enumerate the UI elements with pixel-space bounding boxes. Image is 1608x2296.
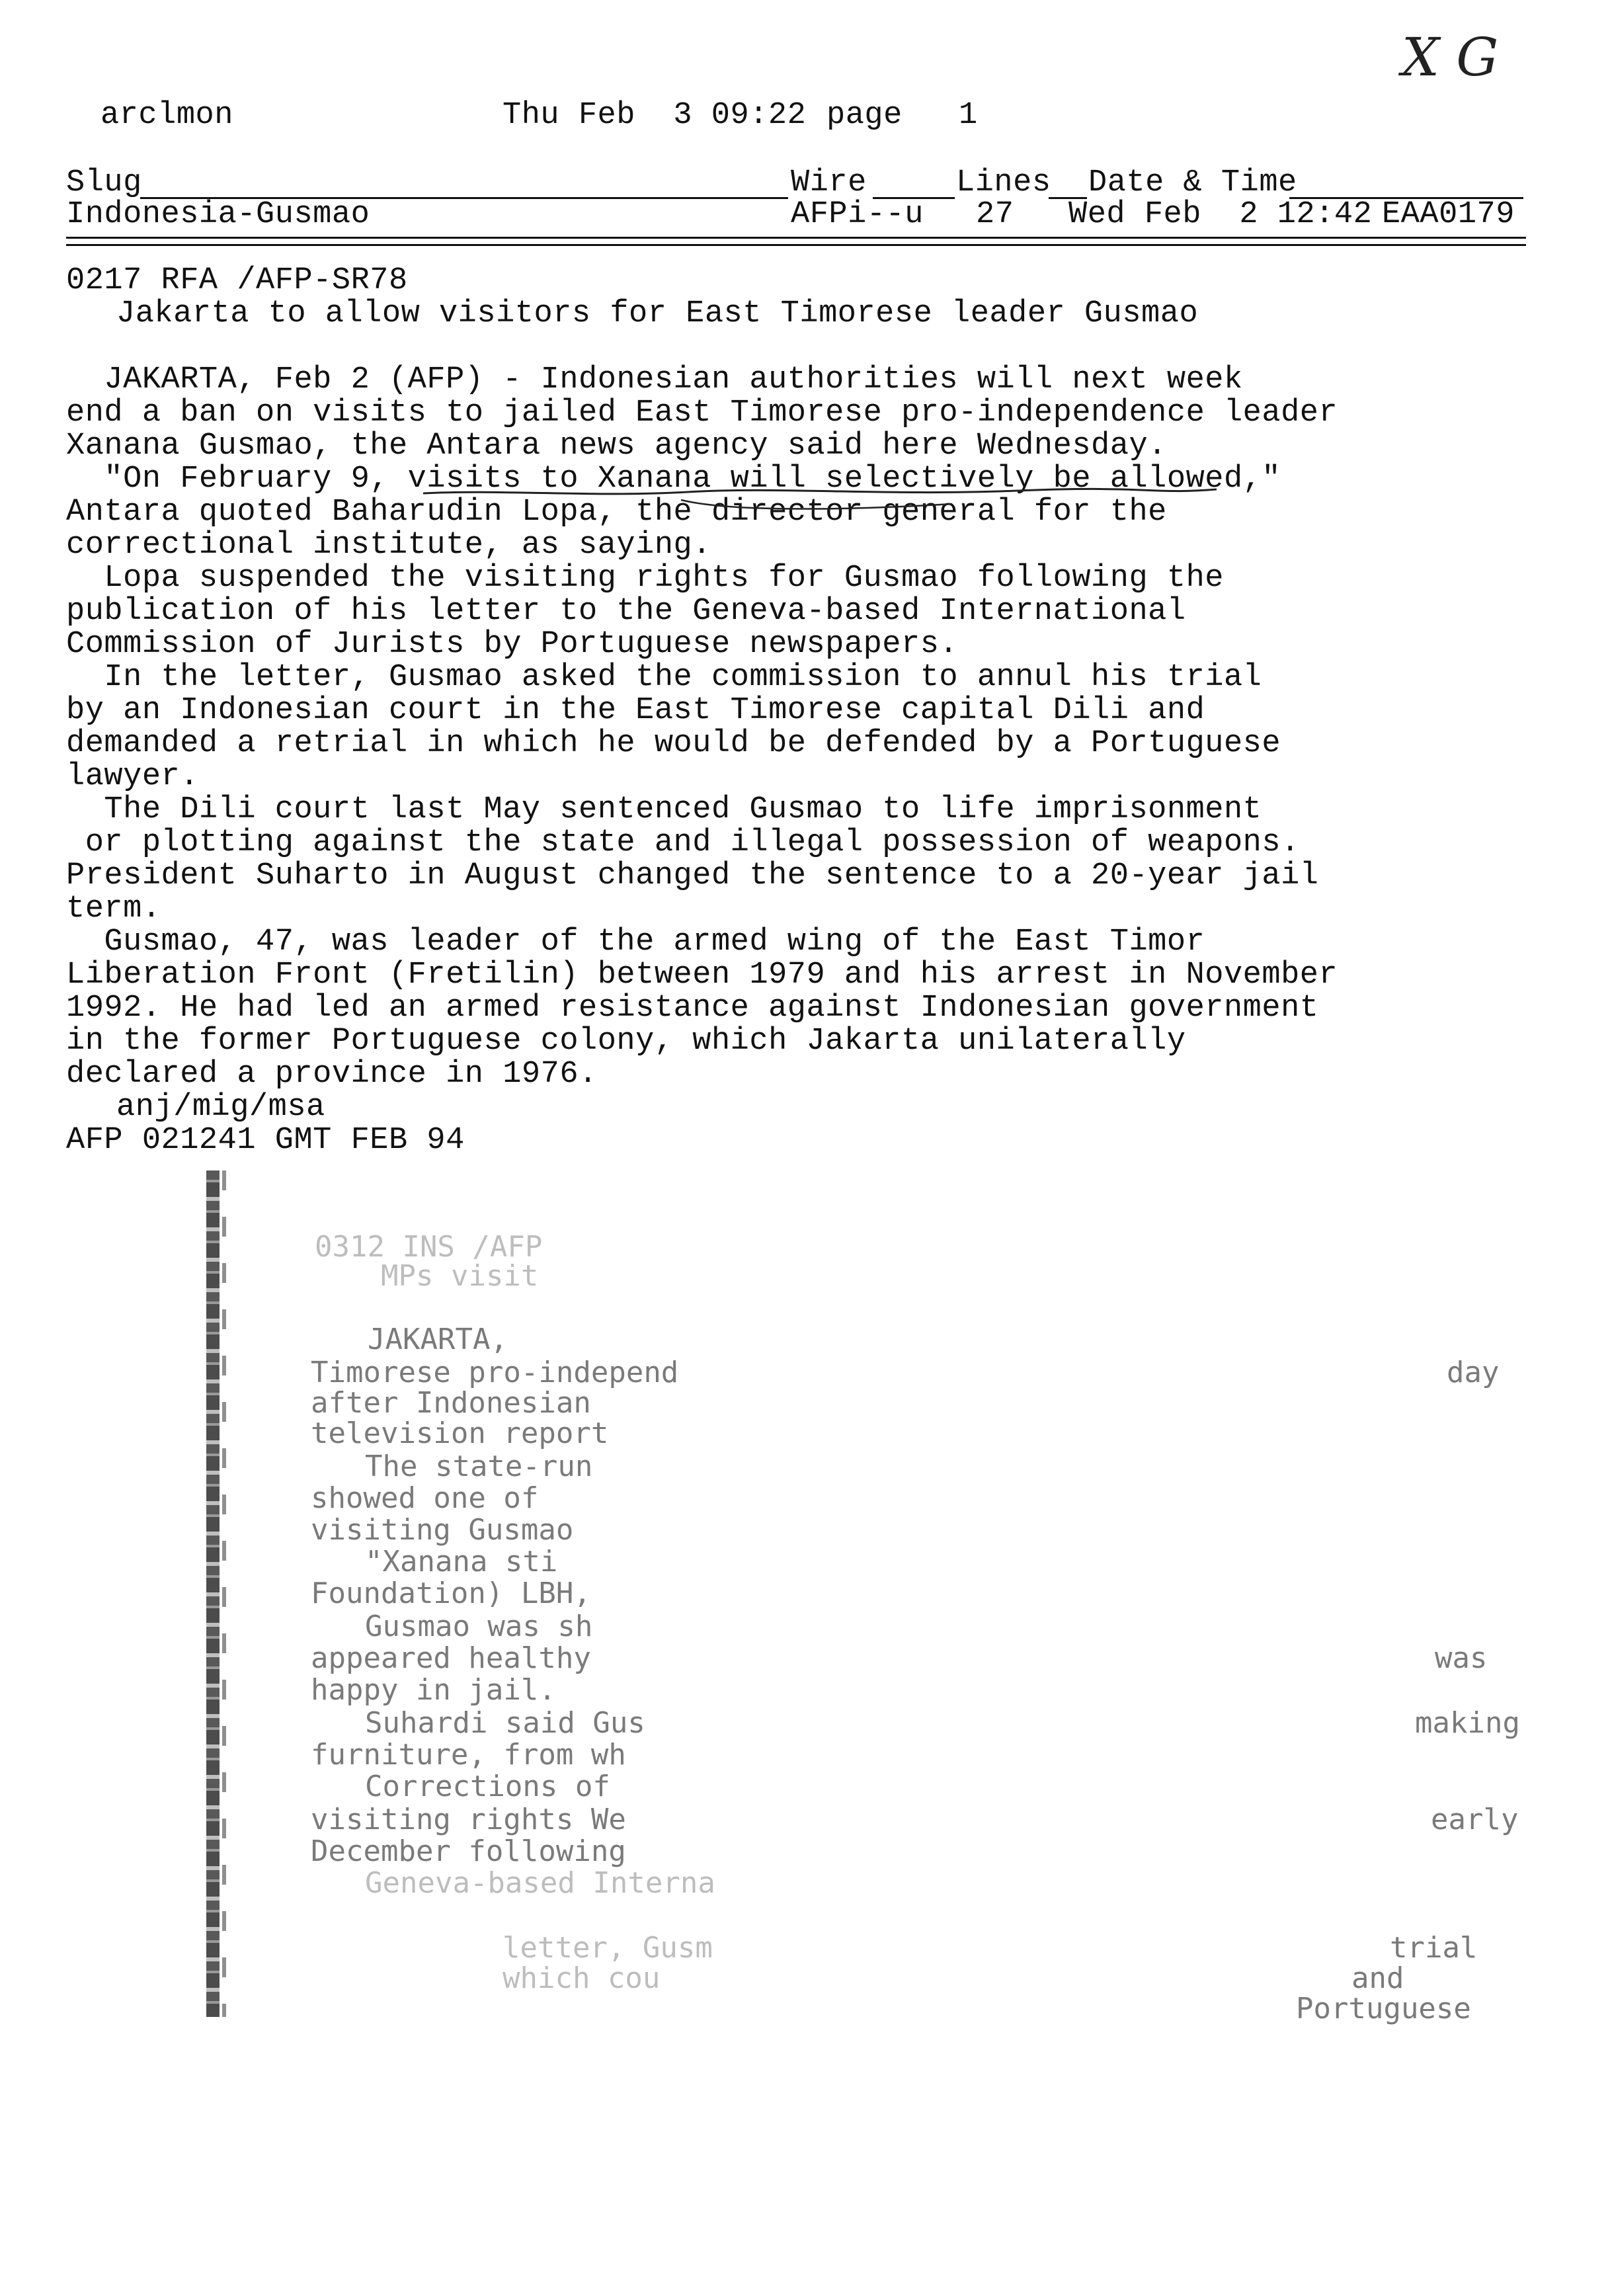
slug-label: Slug [66, 165, 142, 200]
faded-line: furniture, from wh [311, 1738, 626, 1772]
slug-value: Indonesia-Gusmao [66, 197, 370, 232]
story-initials: anj/mig/msa [116, 1090, 325, 1125]
faded-line: happy in jail. [311, 1673, 556, 1707]
faded-line: Gusmao was sh [365, 1610, 593, 1643]
faded-line: JAKARTA, [368, 1323, 508, 1356]
faded-line: Suhardi said Gus [365, 1706, 645, 1740]
body-line: In the letter, Gusmao asked the commission to annul his trial [66, 660, 1262, 695]
header-page-label: page [826, 98, 903, 133]
faded-line: Geneva-based Interna [365, 1866, 715, 1900]
body-line: President Suharto in August changed the sentence to a 20-year jail [66, 858, 1319, 893]
body-line: The Dili court last May sentenced Gusmao to life imprisonment [66, 792, 1262, 827]
story-ref: 0217 RFA /AFP-SR78 [66, 263, 408, 298]
body-line: "On February 9, visits to Xanana will selectively be allowed," [66, 462, 1281, 497]
faded-line-right: and [1351, 1961, 1404, 1995]
body-line: Antara quoted Baharudin Lopa, the director general for the [66, 495, 1167, 530]
body-line: in the former Portuguese colony, which Jakarta unilaterally [66, 1024, 1186, 1059]
body-line: Commission of Jurists by Portuguese newspapers. [66, 627, 959, 662]
body-line: 1992. He had led an armed resistance against Indonesian government [66, 991, 1319, 1026]
faded-line-right: Portuguese [1296, 1992, 1471, 2026]
body-line: publication of his letter to the Geneva-based International [66, 594, 1186, 629]
date-time-value: Wed Feb 2 12:42 [1068, 197, 1373, 232]
body-line: Xanana Gusmao, the Antara news agency said here Wednesday. [66, 429, 1167, 464]
separator-rule [66, 237, 1526, 246]
handwritten-underline [423, 488, 1217, 528]
faded-line-right: early [1431, 1803, 1519, 1836]
wire-value: AFPi--u [791, 197, 924, 232]
date-time-label: Date & Time [1088, 165, 1297, 200]
body-line: by an Indonesian court in the East Timorese capital Dili and [66, 693, 1205, 728]
body-line: correctional institute, as saying. [66, 528, 711, 563]
faded-line: MPs visit [381, 1259, 539, 1293]
faded-line: which cou [502, 1961, 661, 1995]
body-line: end a ban on visits to jailed East Timorese pro-independence leader [66, 395, 1338, 430]
body-line: or plotting against the state and illegal possession of weapons. [66, 825, 1300, 860]
faded-line: showed one of [311, 1481, 539, 1515]
faded-line: after Indonesian [311, 1386, 591, 1420]
page-binding-edge-shadow [222, 1170, 226, 2017]
faded-line: appeared healthy [311, 1641, 591, 1675]
faded-line-right: making [1415, 1706, 1520, 1740]
body-line: declared a province in 1976. [66, 1057, 598, 1092]
body-line: lawyer. [66, 759, 199, 794]
faded-line: visiting rights We [311, 1803, 626, 1836]
body-line: Gusmao, 47, was leader of the armed wing of the East Timor [66, 924, 1205, 960]
code-value: EAA0179 [1382, 197, 1515, 232]
faded-line-right: day [1447, 1356, 1500, 1389]
body-line: term. [66, 891, 161, 926]
faded-line: Foundation) LBH, [311, 1577, 591, 1610]
header-datetime: Thu Feb 3 09:22 [502, 98, 807, 133]
faded-line: Timorese pro-independ [311, 1356, 679, 1389]
faded-line: letter, Gusm [502, 1931, 713, 1965]
lines-label: Lines [956, 165, 1051, 200]
faded-line: visiting Gusmao [311, 1513, 574, 1547]
body-line: JAKARTA, Feb 2 (AFP) - Indonesian authorities will next week [66, 362, 1243, 397]
faded-line: The state-run [365, 1450, 593, 1483]
faded-line-right: was [1435, 1641, 1488, 1675]
faded-line: Corrections of [365, 1770, 610, 1803]
body-line: demanded a retrial in which he would be defended by a Portuguese [66, 726, 1281, 761]
lines-value: 27 [976, 197, 1014, 232]
faded-line: "Xanana sti [365, 1545, 558, 1578]
header-page-number: 1 [959, 98, 978, 133]
story-dateline: AFP 021241 GMT FEB 94 [66, 1123, 465, 1158]
faded-line: December following [311, 1834, 626, 1868]
body-line: Liberation Front (Fretilin) between 1979 and his arrest in November [66, 958, 1338, 993]
faded-line: 0312 INS /AFP [315, 1230, 543, 1264]
body-line: Lopa suspended the visiting rights for Gusmao following the [66, 561, 1224, 596]
page-binding-edge [206, 1170, 220, 2017]
header-source: arclmon [100, 98, 233, 133]
handwritten-mark: X G [1402, 26, 1499, 88]
wire-label: Wire [791, 165, 867, 200]
faded-line: television report [311, 1416, 609, 1450]
story-headline: Jakarta to allow visitors for East Timorese leader Gusmao [116, 296, 1199, 331]
faded-line-right: trial [1390, 1931, 1478, 1965]
